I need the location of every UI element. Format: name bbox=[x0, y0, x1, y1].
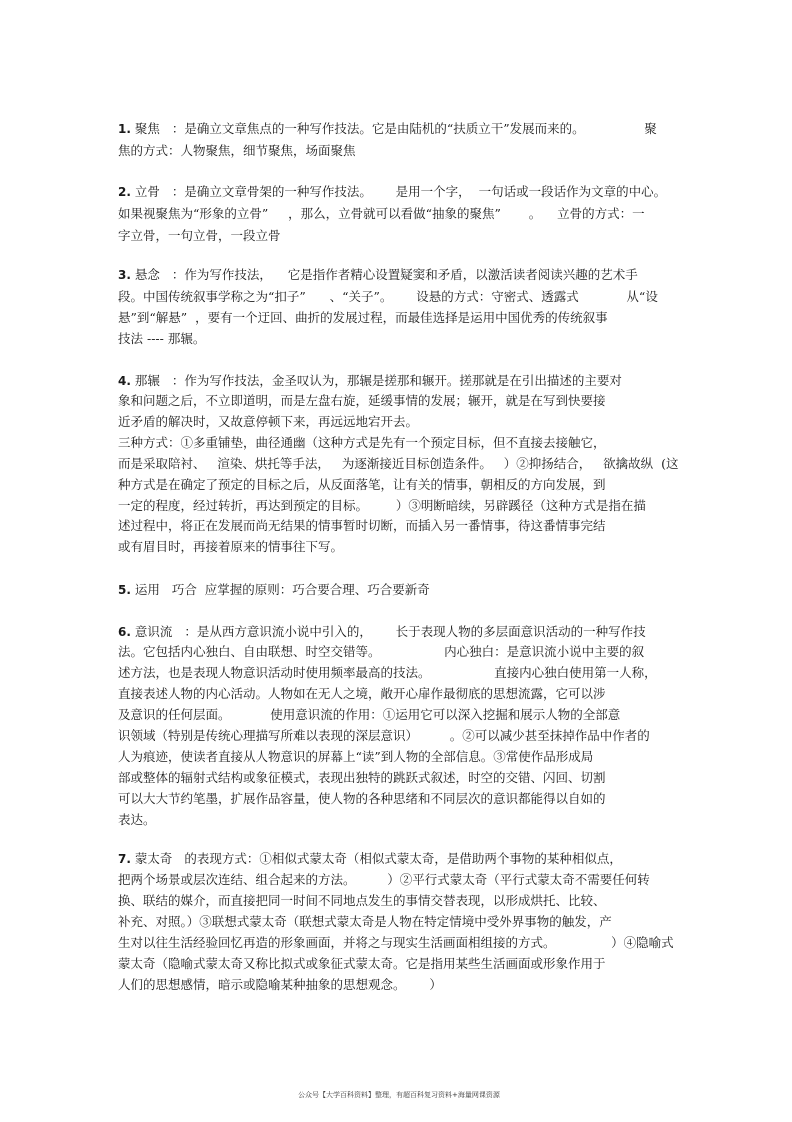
line: 象和问题之后，不立即道明，而是左盘右旋，延缓事情的发展；辗开，就是在写到快要接 bbox=[118, 393, 606, 408]
line: 可以大大节约笔墨，扩展作品容量，使人物的各种思绪和不同层次的意识都能得以自如的 bbox=[118, 791, 606, 806]
line-text: 那辗 ：作为写作技法，金圣叹认为，那辗是搓那和辗开。搓那就是在引出描述的主要对 bbox=[134, 373, 622, 388]
line: 而是采取陪衬、 渲染、烘托等手法， 为逐渐接近目标创造条件。 ）②抑扬结合， 欲擒故纵 (这 bbox=[118, 456, 679, 471]
line-text: 运用 巧合 应掌握的原则：巧合要合理、巧合要新奇 bbox=[134, 582, 430, 597]
section-number: 2. bbox=[118, 185, 131, 199]
line: 把两个场景或层次连结、组合起来的方法。 ）②平行式蒙太奇（平行式蒙太奇不需要任何转 bbox=[118, 872, 650, 887]
line bbox=[118, 267, 638, 283]
page-footer: 公众号【大学百科资料】整理，有超百科复习资料+海量网课资源 bbox=[298, 1091, 500, 1099]
line: 字立骨，一句立骨，一段立骨 bbox=[118, 228, 281, 243]
line bbox=[118, 582, 430, 598]
line: 补充、对照。）③联想式蒙太奇（联想式蒙太奇是人物在特定情境中受外界事物的触发，产 bbox=[118, 914, 612, 929]
line-text: 意识流 ：是从西方意识流小说中引入的， 长于表现人物的多层面意识活动的一种写作技 bbox=[134, 624, 646, 639]
line-text: 蒙太奇 的表现方式：①相似式蒙太奇（相似式蒙太奇，是借助两个事物的某种相似点， bbox=[134, 851, 622, 866]
line: 生对以往生活经验回忆再造的形象画面，并将之与现实生活画面相组接的方式。 ）④隐喻式 bbox=[118, 935, 674, 950]
line bbox=[118, 373, 622, 389]
line: 表达。 bbox=[118, 812, 156, 827]
line: 或有眉目时，再接着原来的情事往下写。 bbox=[118, 539, 344, 554]
line: 人为痕迹，使读者直接从人物意识的屏幕上“读”到人物的全部信息。③常使作品形成局 bbox=[118, 749, 594, 764]
line: 焦的方式：人物聚焦，细节聚焦，场面聚焦 bbox=[118, 143, 356, 158]
line: 近矛盾的解决时，又故意停顿下来，再远远地宕开去。 bbox=[118, 414, 419, 429]
line bbox=[118, 851, 622, 867]
line bbox=[118, 624, 646, 640]
line: 悬”到“解悬” ，要有一个迂回、曲折的发展过程，而最佳选择是运用中国优秀的传统叙事 bbox=[118, 310, 608, 325]
line: 部或整体的辐射式结构或象征模式，表现出独特的跳跃式叙述，时空的交错、闪回、切割 bbox=[118, 770, 606, 785]
line: 三种方式：①多重铺垫，曲径通幽（这种方式是先有一个预定目标，但不直接去接触它， bbox=[118, 435, 606, 450]
line: 种方式是在确定了预定的目标之后，从反面落笔，让有关的情事，朝相反的方向发展，到 bbox=[118, 477, 606, 492]
section-number: 6. bbox=[118, 625, 131, 639]
line-text: 立骨 ：是确立文章骨架的一种写作技法。 是用一个字， 一句话或一段话作为文章的中心。 bbox=[134, 184, 667, 199]
line: 段。中国传统叙事学称之为“扣子” 、“关子”。 设悬的方式：守密式、透露式 从“设 bbox=[118, 289, 658, 304]
line: 如果视聚焦为“形象的立骨” ，那么，立骨就可以看做“抽象的聚焦” 。 立骨的方式：一 bbox=[118, 206, 645, 221]
line: 技法 ---- 那辗。 bbox=[118, 331, 206, 346]
line: 及意识的任何层面。 使用意识流的作用：①运用它可以深入挖掘和展示人物的全部意 bbox=[118, 707, 621, 722]
section-number: 7. bbox=[118, 852, 131, 866]
section-number: 5. bbox=[118, 583, 131, 597]
section-number: 3. bbox=[118, 268, 131, 282]
line: 蒙太奇（隐喻式蒙太奇又称比拟式或象征式蒙太奇。它是指用某些生活画面或形象作用于 bbox=[118, 956, 606, 971]
line: 一定的程度，经过转折，再达到预定的目标。 ）③明断暗续，另辟蹊径（这种方式是指在描 bbox=[118, 498, 646, 513]
line-text: 悬念 ：作为写作技法， 它是指作者精心设置疑窦和矛盾，以激活读者阅读兴趣的艺术手 bbox=[134, 267, 638, 282]
line bbox=[118, 121, 657, 137]
line: 法。它包括内心独白、自由联想、时空交错等。 内心独白：是意识流小说中主要的叙 bbox=[118, 644, 645, 659]
line: 述过程中，将正在发展而尚无结果的情事暂时切断，而插入另一番情事，待这番情事完结 bbox=[118, 518, 606, 533]
section-number: 4. bbox=[118, 374, 131, 388]
line: 直接表述人物的内心活动。人物如在无人之境，敞开心扉作最彻底的思想流露，它可以涉 bbox=[118, 686, 606, 701]
line-text: 聚焦 ：是确立文章焦点的一种写作技法。它是由陆机的“扶质立干”发展而来的。 聚 bbox=[134, 121, 657, 136]
line bbox=[118, 184, 666, 200]
line: 识领域（特别是传统心理描写所难以表现的深层意识） 。②可以减少甚至抹掉作品中作者的 bbox=[118, 728, 650, 743]
line: 人们的思想感情，暗示或隐喻某种抽象的思想观念。 ） bbox=[118, 977, 442, 992]
section-number: 1. bbox=[118, 122, 131, 136]
line: 换、联结的媒介，而直接把同一时间不同地点发生的事情交替表现，以形成烘托、比较、 bbox=[118, 893, 606, 908]
line: 述方法，也是表现人物意识活动时使用频率最高的技法。 直接内心独白使用第一人称， bbox=[118, 665, 657, 680]
